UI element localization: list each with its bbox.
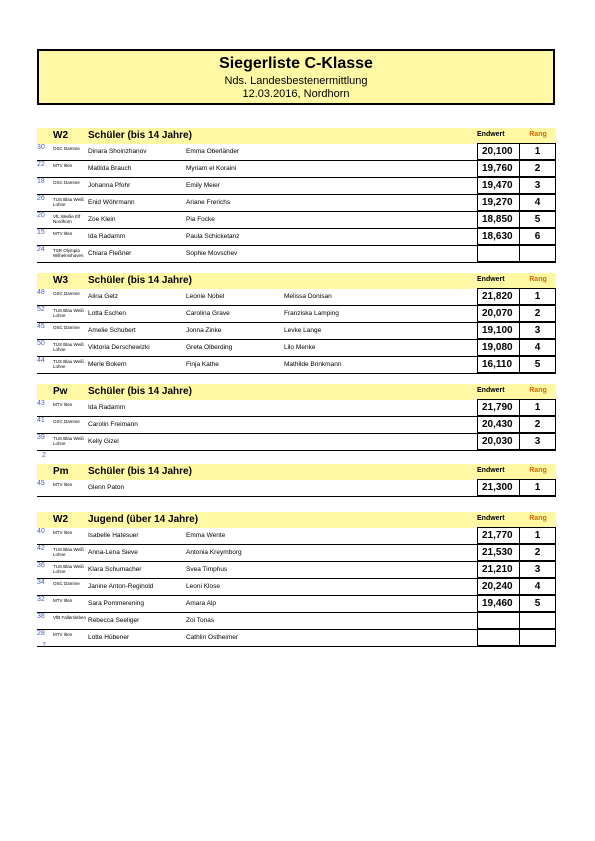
rank-value: 3: [520, 433, 556, 450]
start-number: 28: [37, 630, 45, 637]
endwert-score: 16,110: [477, 356, 520, 373]
rank-value: 1: [520, 143, 556, 160]
class-label: Pw: [53, 386, 68, 397]
endwert-score: 21,770: [477, 527, 520, 544]
participant-1: Viktoria Derschewizki: [88, 344, 150, 351]
rank-value: [520, 629, 556, 646]
participant-1: Ida Radamm: [88, 233, 126, 240]
rank-value: 4: [520, 578, 556, 595]
endwert-score: 21,210: [477, 561, 520, 578]
start-number: 44: [37, 357, 45, 364]
start-number: 38: [37, 613, 45, 620]
endwert-score: 18,630: [477, 228, 520, 245]
endwert-score: 20,100: [477, 143, 520, 160]
club-name: TUS Blau Weiß Lohne: [53, 308, 84, 318]
result-section: [37, 384, 556, 451]
start-number: 40: [37, 528, 45, 535]
rang-header: Rang: [529, 515, 547, 522]
participant-1: Lotta Eschen: [88, 310, 126, 317]
participant-2: Pia Focke: [186, 216, 215, 223]
participant-1: Ida Radamm: [88, 404, 126, 411]
participant-1: Enid Wöhrmann: [88, 199, 135, 206]
participant-2: Emma Oberländer: [186, 148, 240, 155]
participant-1: Matilda Brauch: [88, 165, 132, 172]
participant-1: Glenn Paton: [88, 484, 125, 491]
participant-2: Finja Kathe: [186, 361, 219, 368]
rang-header: Rang: [529, 387, 547, 394]
table-row: [37, 246, 556, 263]
age-group-label: Schüler (bis 14 Jahre): [88, 130, 192, 141]
rang-header: Rang: [529, 131, 547, 138]
endwert-score: 20,070: [477, 305, 520, 322]
table-row: [37, 630, 556, 647]
participant-1: Kelly Gizel: [88, 438, 119, 445]
table-row: [37, 596, 556, 613]
table-row: [37, 434, 556, 451]
rank-value: [520, 245, 556, 262]
participant-3: Mathilde Brinkmann: [284, 361, 342, 368]
table-row: [37, 579, 556, 596]
class-label: Pm: [53, 466, 69, 477]
participant-1: Janine Anton-Reginold: [88, 583, 154, 590]
table-row: [37, 289, 556, 306]
start-number: 32: [37, 596, 45, 603]
start-number: 41: [37, 417, 45, 424]
table-row: [37, 161, 556, 178]
start-number: 42: [37, 545, 45, 552]
club-name: VfL Weiße Elf Nordhorn: [53, 214, 81, 224]
participant-3: Melissa Donisan: [284, 293, 332, 300]
section-header: [37, 128, 556, 144]
rank-value: 5: [520, 356, 556, 373]
participant-2: Carolina Grave: [186, 310, 230, 317]
title-box: [37, 49, 555, 105]
participant-2: Paula Schicketanz: [186, 233, 240, 240]
club-name: TUS Blau Weiß Lohne: [53, 436, 84, 446]
rank-value: 2: [520, 544, 556, 561]
endwert-score: 19,760: [477, 160, 520, 177]
start-number: 22: [37, 161, 45, 168]
class-label: W2: [53, 514, 68, 525]
table-row: [37, 229, 556, 246]
start-number: 18: [37, 178, 45, 185]
start-number: 34: [37, 579, 45, 586]
start-number: 30: [37, 144, 45, 151]
rank-value: 4: [520, 194, 556, 211]
start-number: 24: [37, 246, 45, 253]
club-name: TUS Blau Weiß Lohne: [53, 547, 84, 557]
participant-1: Sara Pommerening: [88, 600, 144, 607]
participant-1: Carolin Freimann: [88, 421, 138, 428]
participant-2: Zoi Tonas: [186, 617, 215, 624]
participant-1: Dinara Shoinzhanov: [88, 148, 147, 155]
club-name: OSC Damme: [53, 325, 80, 330]
table-row: [37, 144, 556, 161]
participant-1: Chiara Fleßner: [88, 250, 132, 257]
start-number: 52: [37, 306, 45, 313]
endwert-score: 21,300: [477, 479, 520, 496]
participant-3: Franziska Lamping: [284, 310, 339, 317]
club-name: OSC Damme: [53, 146, 80, 151]
participant-2: Greta Olberding: [186, 344, 233, 351]
participant-2: Emily Meier: [186, 182, 220, 189]
endwert-header: Endwert: [477, 131, 505, 138]
endwert-score: 21,790: [477, 399, 520, 416]
rank-value: 1: [520, 399, 556, 416]
event-date-location: 12.03.2016, Nordhorn: [242, 88, 350, 100]
participant-1: Isabelle Hatesuer: [88, 532, 139, 539]
result-section: [37, 464, 556, 497]
age-group-label: Schüler (bis 14 Jahre): [88, 466, 192, 477]
start-number: 48: [37, 289, 45, 296]
club-name: TSR Olympia Wilhelmshaven: [53, 248, 84, 258]
club-name: TUS Blau Weiß Lohne: [53, 197, 84, 207]
rank-value: 1: [520, 288, 556, 305]
club-name: MTV Ilten: [53, 598, 73, 603]
endwert-score: 21,820: [477, 288, 520, 305]
endwert-score: [477, 612, 520, 629]
participant-1: Amelie Schubert: [88, 327, 136, 334]
endwert-score: 19,470: [477, 177, 520, 194]
rank-value: 2: [520, 416, 556, 433]
page-title: Siegerliste C-Klasse: [219, 55, 373, 72]
participant-2: Svea Timphus: [186, 566, 228, 573]
result-section: [37, 128, 556, 263]
stray-mark: 2: [42, 452, 46, 459]
participant-1: Anna-Lena Sieve: [88, 549, 138, 556]
endwert-header: Endwert: [477, 467, 505, 474]
participant-2: Emma Wente: [186, 532, 226, 539]
section-header: [37, 384, 556, 400]
participant-1: Johanna Pfohr: [88, 182, 131, 189]
participant-2: Leoni Klose: [186, 583, 220, 590]
endwert-score: 19,080: [477, 339, 520, 356]
rank-value: 3: [520, 177, 556, 194]
endwert-score: 19,100: [477, 322, 520, 339]
participant-1: Klara Schumacher: [88, 566, 142, 573]
club-name: OSC Damme: [53, 581, 80, 586]
endwert-score: 20,430: [477, 416, 520, 433]
rank-value: 1: [520, 527, 556, 544]
club-name: MTV Ilten: [53, 402, 73, 407]
class-label: W3: [53, 275, 68, 286]
club-name: OSC Damme: [53, 419, 80, 424]
age-group-label: Schüler (bis 14 Jahre): [88, 275, 192, 286]
club-name: MTV Ilten: [53, 632, 73, 637]
participant-2: Antonia Kreymborg: [186, 549, 242, 556]
participant-2: Leonie Nobel: [186, 293, 225, 300]
participant-2: Sophie Movschev: [186, 250, 238, 257]
table-row: [37, 417, 556, 434]
table-row: [37, 613, 556, 630]
participant-2: Ariane Frerichs: [186, 199, 231, 206]
participant-1: Zoe Klein: [88, 216, 116, 223]
endwert-header: Endwert: [477, 276, 505, 283]
endwert-score: [477, 245, 520, 262]
start-number: 15: [37, 229, 45, 236]
table-row: [37, 195, 556, 212]
club-name: MTV Ilten: [53, 530, 73, 535]
endwert-score: 20,030: [477, 433, 520, 450]
result-section: [37, 273, 556, 374]
table-row: [37, 528, 556, 545]
start-number: 50: [37, 340, 45, 347]
participant-1: Lotte Hübener: [88, 634, 130, 641]
start-number: 20: [37, 212, 45, 219]
stray-mark: 7: [42, 642, 46, 649]
section-header: [37, 273, 556, 289]
club-name: TUS Blau Weiß Lohne: [53, 359, 84, 369]
rang-header: Rang: [529, 467, 547, 474]
start-number: 45: [37, 323, 45, 330]
endwert-score: [477, 629, 520, 646]
rank-value: 6: [520, 228, 556, 245]
table-row: [37, 212, 556, 229]
club-name: TUS Blau Weiß Lohne: [53, 342, 84, 352]
participant-3: Lilo Menke: [284, 344, 316, 351]
club-name: MTV Ilten: [53, 482, 73, 487]
table-row: [37, 323, 556, 340]
rank-value: 3: [520, 561, 556, 578]
result-section: [37, 512, 556, 647]
table-row: [37, 480, 556, 497]
start-number: 36: [37, 562, 45, 569]
participant-2: Amara Alp: [186, 600, 216, 607]
club-name: OSC Damme: [53, 180, 80, 185]
rank-value: 3: [520, 322, 556, 339]
club-name: TUS Blau Weiß Lohne: [53, 564, 84, 574]
age-group-label: Schüler (bis 14 Jahre): [88, 386, 192, 397]
endwert-score: 19,460: [477, 595, 520, 612]
table-row: [37, 340, 556, 357]
club-name: VfB Fallersleben: [53, 615, 87, 620]
club-name: MTV Ilten: [53, 231, 73, 236]
endwert-score: 19,270: [477, 194, 520, 211]
class-label: W2: [53, 130, 68, 141]
table-row: [37, 178, 556, 195]
rank-value: 5: [520, 211, 556, 228]
rank-value: 2: [520, 305, 556, 322]
participant-2: Myriam el Koraini: [186, 165, 237, 172]
table-row: [37, 400, 556, 417]
start-number: 45: [37, 480, 45, 487]
event-name: Nds. Landesbestenermittlung: [224, 75, 368, 87]
endwert-score: 21,530: [477, 544, 520, 561]
rank-value: [520, 612, 556, 629]
rang-header: Rang: [529, 276, 547, 283]
endwert-header: Endwert: [477, 387, 505, 394]
rank-value: 2: [520, 160, 556, 177]
table-row: [37, 306, 556, 323]
participant-2: Cathlin Ostheimer: [186, 634, 239, 641]
age-group-label: Jugend (über 14 Jahre): [88, 514, 199, 525]
club-name: OSC Damme: [53, 291, 80, 296]
table-row: [37, 562, 556, 579]
participant-1: Alina Getz: [88, 293, 118, 300]
rank-value: 5: [520, 595, 556, 612]
participant-3: Levke Lange: [284, 327, 322, 334]
start-number: 26: [37, 195, 45, 202]
endwert-score: 20,240: [477, 578, 520, 595]
rank-value: 4: [520, 339, 556, 356]
table-row: [37, 545, 556, 562]
table-row: [37, 357, 556, 374]
start-number: 39: [37, 434, 45, 441]
endwert-header: Endwert: [477, 515, 505, 522]
endwert-score: 18,850: [477, 211, 520, 228]
section-header: [37, 512, 556, 528]
participant-1: Rebecca Seeliger: [88, 617, 140, 624]
start-number: 43: [37, 400, 45, 407]
participant-2: Jonna Zinke: [186, 327, 222, 334]
section-header: [37, 464, 556, 480]
club-name: MTV Ilten: [53, 163, 73, 168]
participant-1: Merle Bokern: [88, 361, 127, 368]
rank-value: 1: [520, 479, 556, 496]
